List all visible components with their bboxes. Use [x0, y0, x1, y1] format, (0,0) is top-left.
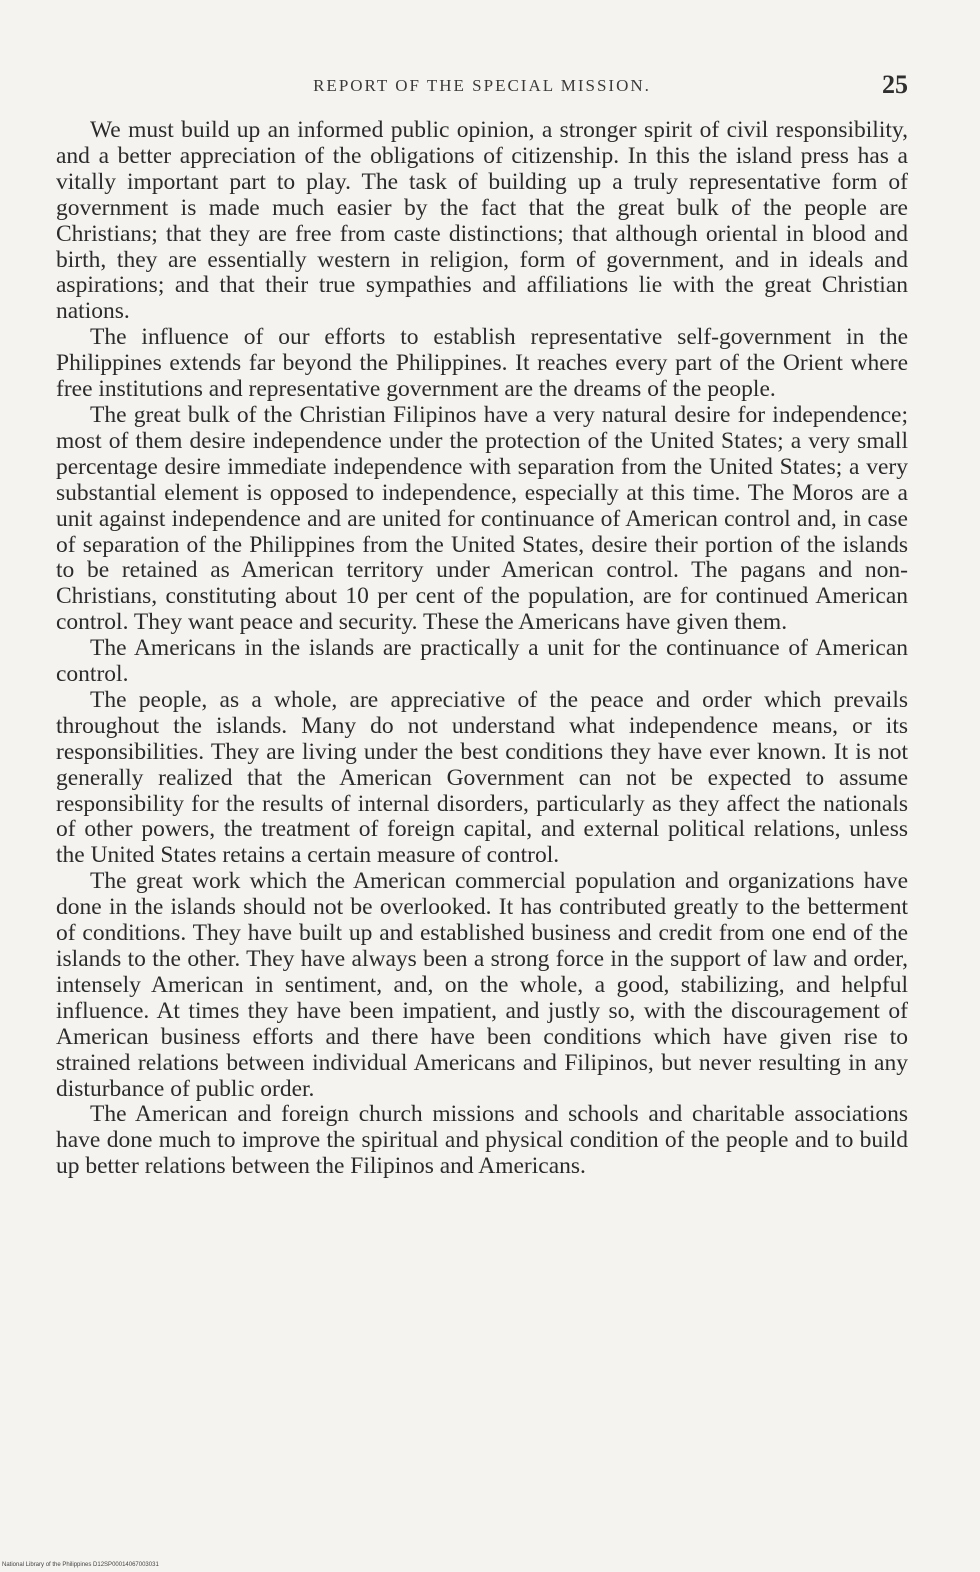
paragraph: The influence of our efforts to establish representative self-government in the Philippines extends far beyond the Philippines. It reaches every part of the Orient where free institutions and representative government are the dreams of the people. — [56, 324, 908, 403]
running-head: REPORT OF THE SPECIAL MISSION. — [313, 76, 651, 95]
paragraph: The people, as a whole, are appreciative of the peace and order which prevails throughout the islands. Many do not understand what independence means, or its responsibilities. They are living under the best conditions they have ever known. It is not generally realized that the American Government can not be expected to assume responsibility for the results of internal disorders, particularly as they affect the nationals of other powers, the treatment of foreign capital, and external political relations, unless the United States retains a certain measure of control. — [56, 686, 908, 869]
paragraph: The Americans in the islands are practically a unit for the continuance of American control. — [56, 635, 908, 688]
paragraph: The American and foreign church missions and schools and charitable associations have done much to improve the spiritual and physical condition of the people and to build up better relations between the Filipinos and Americans. — [56, 1101, 908, 1180]
paragraph: We must build up an informed public opinion, a stronger spirit of civil responsibility, and a better appreciation of the obligations of citizenship. In this the island press has a vitally important part to play. The task of building up a truly representative form of government is made much easier by the fact that the great bulk of the people are Christians; that they are free from caste distinctions; that although oriental in blood and birth, they are essentially western in religion, form of government, and in ideals and aspirations; and that their true sympathies and affiliations lie with the great Christian nations. — [56, 117, 908, 325]
paragraph: The great work which the American commercial population and organizations have done in the islands should not be overlooked. It has contributed greatly to the betterment of conditions. They have built up and established business and credit from one end of the islands to the other. They have always been a strong force in the support of law and order, intensely American in sentiment, and, on the whole, a good, stabilizing, and helpful influence. At times they have been impatient, and justly so, with the discouragement of American business efforts and there have been conditions which have given rise to strained relations between individual Americans and Filipinos, but never resulting in any disturbance of public order. — [56, 868, 908, 1102]
scan-source-footer: National Library of the Philippines D12SP00014067003031 — [2, 1562, 159, 1568]
paragraph: The great bulk of the Christian Filipinos have a very natural desire for independence; most of them desire independence under the protection of the United States; a very small percentage desire immediate independence with separation from the United States; a very substantial element is opposed to independence, especially at this time. The Moros are a unit against independence and are united for continuance of American control and, in case of separation of the Philippines from the United States, desire their portion of the islands to be retained as American territory under American control. The pagans and non-Christians, constituting about 10 per cent of the population, are for continued American control. They want peace and security. These the Americans have given them. — [56, 401, 908, 636]
body-text — [56, 118, 908, 1180]
page-header — [56, 70, 908, 106]
page-number: 25 — [882, 70, 908, 99]
